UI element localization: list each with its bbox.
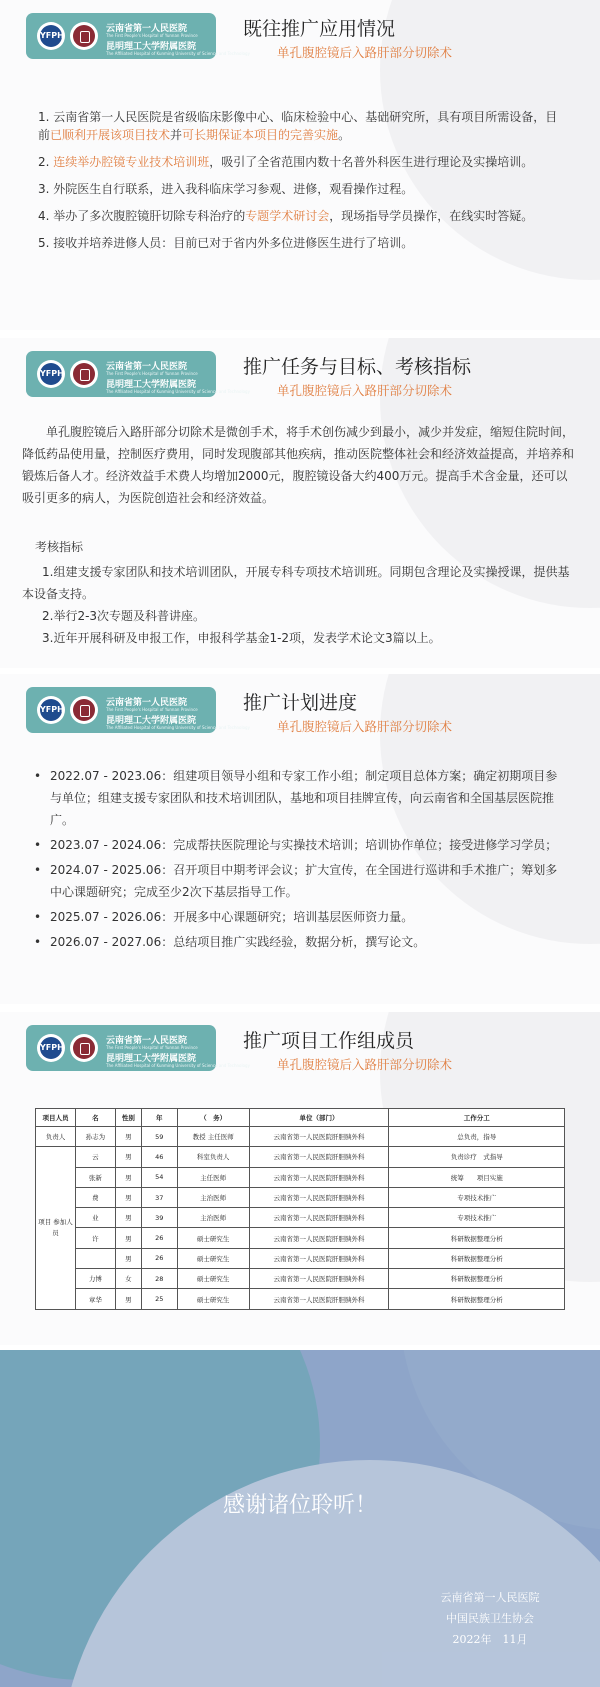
slide-plan-progress bbox=[0, 674, 600, 1004]
hospital-logo bbox=[26, 351, 250, 397]
hospital-emblem-icon: YFPH bbox=[37, 696, 65, 724]
slide-subtitle: 单孔腹腔镜后入路肝部分切除术 bbox=[277, 719, 453, 734]
column-header: 性别 bbox=[115, 1109, 141, 1127]
logo-line1-en: The First People's Hospital of Yunnan Province bbox=[106, 707, 198, 712]
slide-subtitle: 单孔腹腔镜后入路肝部分切除术 bbox=[277, 45, 453, 60]
slide-title: 推广任务与目标、考核指标 bbox=[243, 356, 472, 378]
plan-item: • 2022.07 - 2023.06：组建项目领导小组和专家工作小组；制定项目总体方案；确定初期项目参与单位；组建支援专家团队和技术培训团队，基地和项目挂牌宣传，向云南省和全国基层医院推广。 bbox=[34, 765, 569, 831]
university-emblem-icon bbox=[70, 22, 98, 50]
column-header: 名 bbox=[75, 1109, 115, 1127]
logo-line1: 云南省第一人民医院 bbox=[106, 698, 188, 708]
slide-past-applications bbox=[0, 0, 600, 330]
column-header: 年 bbox=[141, 1109, 177, 1127]
slide-title: 推广计划进度 bbox=[243, 692, 358, 714]
logo-line1-en: The First People's Hospital of Yunnan Province bbox=[106, 1045, 198, 1050]
plan-item: • 2024.07 - 2025.06：召开项目中期考评会议；扩大宣传，在全国进行巡讲和手术推广；筹划多中心课题研究；完成至少2次下基层指导工作。 bbox=[34, 859, 569, 903]
logo-line2: 昆明理工大学附属医院 bbox=[106, 716, 197, 726]
list-item: 4. 举办了多次腹腔镜肝切除专科治疗的专题学术研讨会，现场指导学员操作，在线实时答疑。 bbox=[38, 209, 534, 223]
kpi-heading: 考核指标 bbox=[35, 540, 84, 554]
kpi-item: 1.组建支援专家团队和技术培训团队，开展专科专项技术培训班。同期包含理论及实操授课，提供基本设备支持。 bbox=[22, 565, 570, 601]
logo-line2: 昆明理工大学附属医院 bbox=[106, 380, 197, 390]
table-row: 男 26 硕士研究生 云南省第一人民医院肝胆胰外科 科研数据整理分析 bbox=[36, 1248, 565, 1268]
logo-line1: 云南省第一人民医院 bbox=[106, 1036, 188, 1046]
thanks-heading: 感谢诸位聆听！ bbox=[222, 1493, 377, 1518]
organization-name: 云南省第一人民医院 bbox=[440, 1591, 540, 1604]
university-emblem-icon bbox=[70, 696, 98, 724]
logo-line2-en: The Affiliated Hospital of Kunming University of Science and Technology bbox=[106, 51, 250, 56]
kpi-item: 3.近年开展科研及申报工作，申报科学基金1-2项，发表学术论文3篇以上。 bbox=[42, 631, 441, 645]
role-cell: 负责人 bbox=[36, 1127, 76, 1147]
hospital-logo bbox=[26, 687, 250, 733]
table-header-row bbox=[36, 1109, 565, 1127]
plan-item: • 2023.07 - 2024.06：完成帮扶医院理论与实操技术培训；培训协作单位；接受进修学习学员； bbox=[34, 834, 569, 856]
table-row: 张新 男 54 主任医师 云南省第一人民医院肝胆胰外科 统筹 项目实施 bbox=[36, 1167, 565, 1187]
logo-line1: 云南省第一人民医院 bbox=[106, 362, 188, 372]
column-header: 单位（部门） bbox=[249, 1109, 389, 1127]
logo-line2: 昆明理工大学附属医院 bbox=[106, 42, 197, 52]
logo-line2-en: The Affiliated Hospital of Kunming University of Science and Technology bbox=[106, 1063, 250, 1068]
hospital-emblem-icon: YFPH bbox=[37, 22, 65, 50]
logo-line1-en: The First People's Hospital of Yunnan Province bbox=[106, 33, 198, 38]
slide-thanks bbox=[0, 1350, 600, 1687]
list-item: 1. 云南省第一人民医院是省级临床影像中心、临床检验中心、基础研究所，具有项目所需设备，目前已顺利开展该项目技术并可长期保证本项目的完善实施。 bbox=[38, 110, 558, 142]
list-item: 2. 连续举办腔镜专业技术培训班，吸引了全省范围内数十名普外科医生进行理论及实操培训。 bbox=[38, 155, 534, 169]
slide-title: 既往推广应用情况 bbox=[243, 18, 396, 40]
kpi-list bbox=[22, 561, 577, 649]
table-row: 许 男 26 硕士研究生 云南省第一人民医院肝胆胰外科 科研数据整理分析 bbox=[36, 1228, 565, 1248]
team-table bbox=[35, 1108, 565, 1310]
table-row: 力博 女 28 硕士研究生 云南省第一人民医院肝胆胰外科 科研数据整理分析 bbox=[36, 1269, 565, 1289]
logo-line1: 云南省第一人民医院 bbox=[106, 24, 188, 34]
logo-line1-en: The First People's Hospital of Yunnan Province bbox=[106, 371, 198, 376]
slide-title: 推广项目工作组成员 bbox=[243, 1030, 415, 1052]
plan-item: • 2026.07 - 2027.06：总结项目推广实践经验，数据分析，撰写论文。 bbox=[34, 931, 569, 953]
table-row: 费 男 37 主治医师 云南省第一人民医院肝胆胰外科 专项技术推广 bbox=[36, 1187, 565, 1207]
column-header: 项目人员 bbox=[36, 1109, 76, 1127]
list-item: 5. 接收并培养进修人员：目前已对于省内外多位进修医生进行了培训。 bbox=[38, 236, 414, 250]
slide-subtitle: 单孔腹腔镜后入路肝部分切除术 bbox=[277, 1057, 453, 1072]
table-row: 章华 男 25 硕士研究生 云南省第一人民医院肝胆胰外科 科研数据整理分析 bbox=[36, 1289, 565, 1309]
logo-line2-en: The Affiliated Hospital of Kunming University of Science and Technology bbox=[106, 389, 250, 394]
hospital-emblem-icon: YFPH bbox=[37, 1034, 65, 1062]
university-emblem-icon bbox=[70, 360, 98, 388]
application-list bbox=[38, 108, 568, 261]
table-row: 负责人 孙志为 男 59 教授 主任医师 云南省第一人民医院肝胆胰外科 总负责，指导 bbox=[36, 1127, 565, 1147]
column-header: （ 务） bbox=[177, 1109, 249, 1127]
organization-name: 中国民族卫生协会 bbox=[446, 1612, 534, 1625]
role-cell: 项目 参加人员 bbox=[36, 1147, 76, 1309]
plan-item: • 2025.07 - 2026.06：开展多中心课题研究；培训基层医师资力量。 bbox=[34, 906, 569, 928]
slide-team-members bbox=[0, 1012, 600, 1345]
column-header: 工作分工 bbox=[389, 1109, 565, 1127]
hospital-logo bbox=[26, 13, 250, 59]
presentation-date: 2022年 11月 bbox=[452, 1633, 528, 1646]
table-row: 业 男 39 主治医师 云南省第一人民医院肝胆胰外科 专项技术推广 bbox=[36, 1208, 565, 1228]
kpi-item: 2.举行2-3次专题及科普讲座。 bbox=[42, 609, 206, 623]
slide-tasks-goals bbox=[0, 338, 600, 668]
slide-subtitle: 单孔腹腔镜后入路肝部分切除术 bbox=[277, 383, 453, 398]
plan-list bbox=[34, 765, 569, 956]
hospital-emblem-icon: YFPH bbox=[37, 360, 65, 388]
logo-line2-en: The Affiliated Hospital of Kunming University of Science and Technology bbox=[106, 725, 250, 730]
logo-line2: 昆明理工大学附属医院 bbox=[106, 1054, 197, 1064]
list-item: 3. 外院医生自行联系，进入我科临床学习参观、进修，观看操作过程。 bbox=[38, 182, 414, 196]
table-row: 项目 参加人员 云 男 46 科室负责人 云南省第一人民医院肝胆胰外科 负责诊疗 式指导 bbox=[36, 1147, 565, 1167]
hospital-logo bbox=[26, 1025, 250, 1071]
university-emblem-icon bbox=[70, 1034, 98, 1062]
goals-paragraph: 单孔腹腔镜后入路肝部分切除术是微创手术，将手术创伤减少到最小，减少并发症，缩短住院时间，降低药品使用量，控制医疗费用，同时发现腹部其他疾病，推动医院整体社会和经济效益提高，并培养和锻炼后备人才。经济效益手术费人均增加2000元，腹腔镜设备大约400万元。提高手术含金量，还可以吸引更多的病人，为医院创造社会和经济效益。 bbox=[22, 425, 575, 505]
